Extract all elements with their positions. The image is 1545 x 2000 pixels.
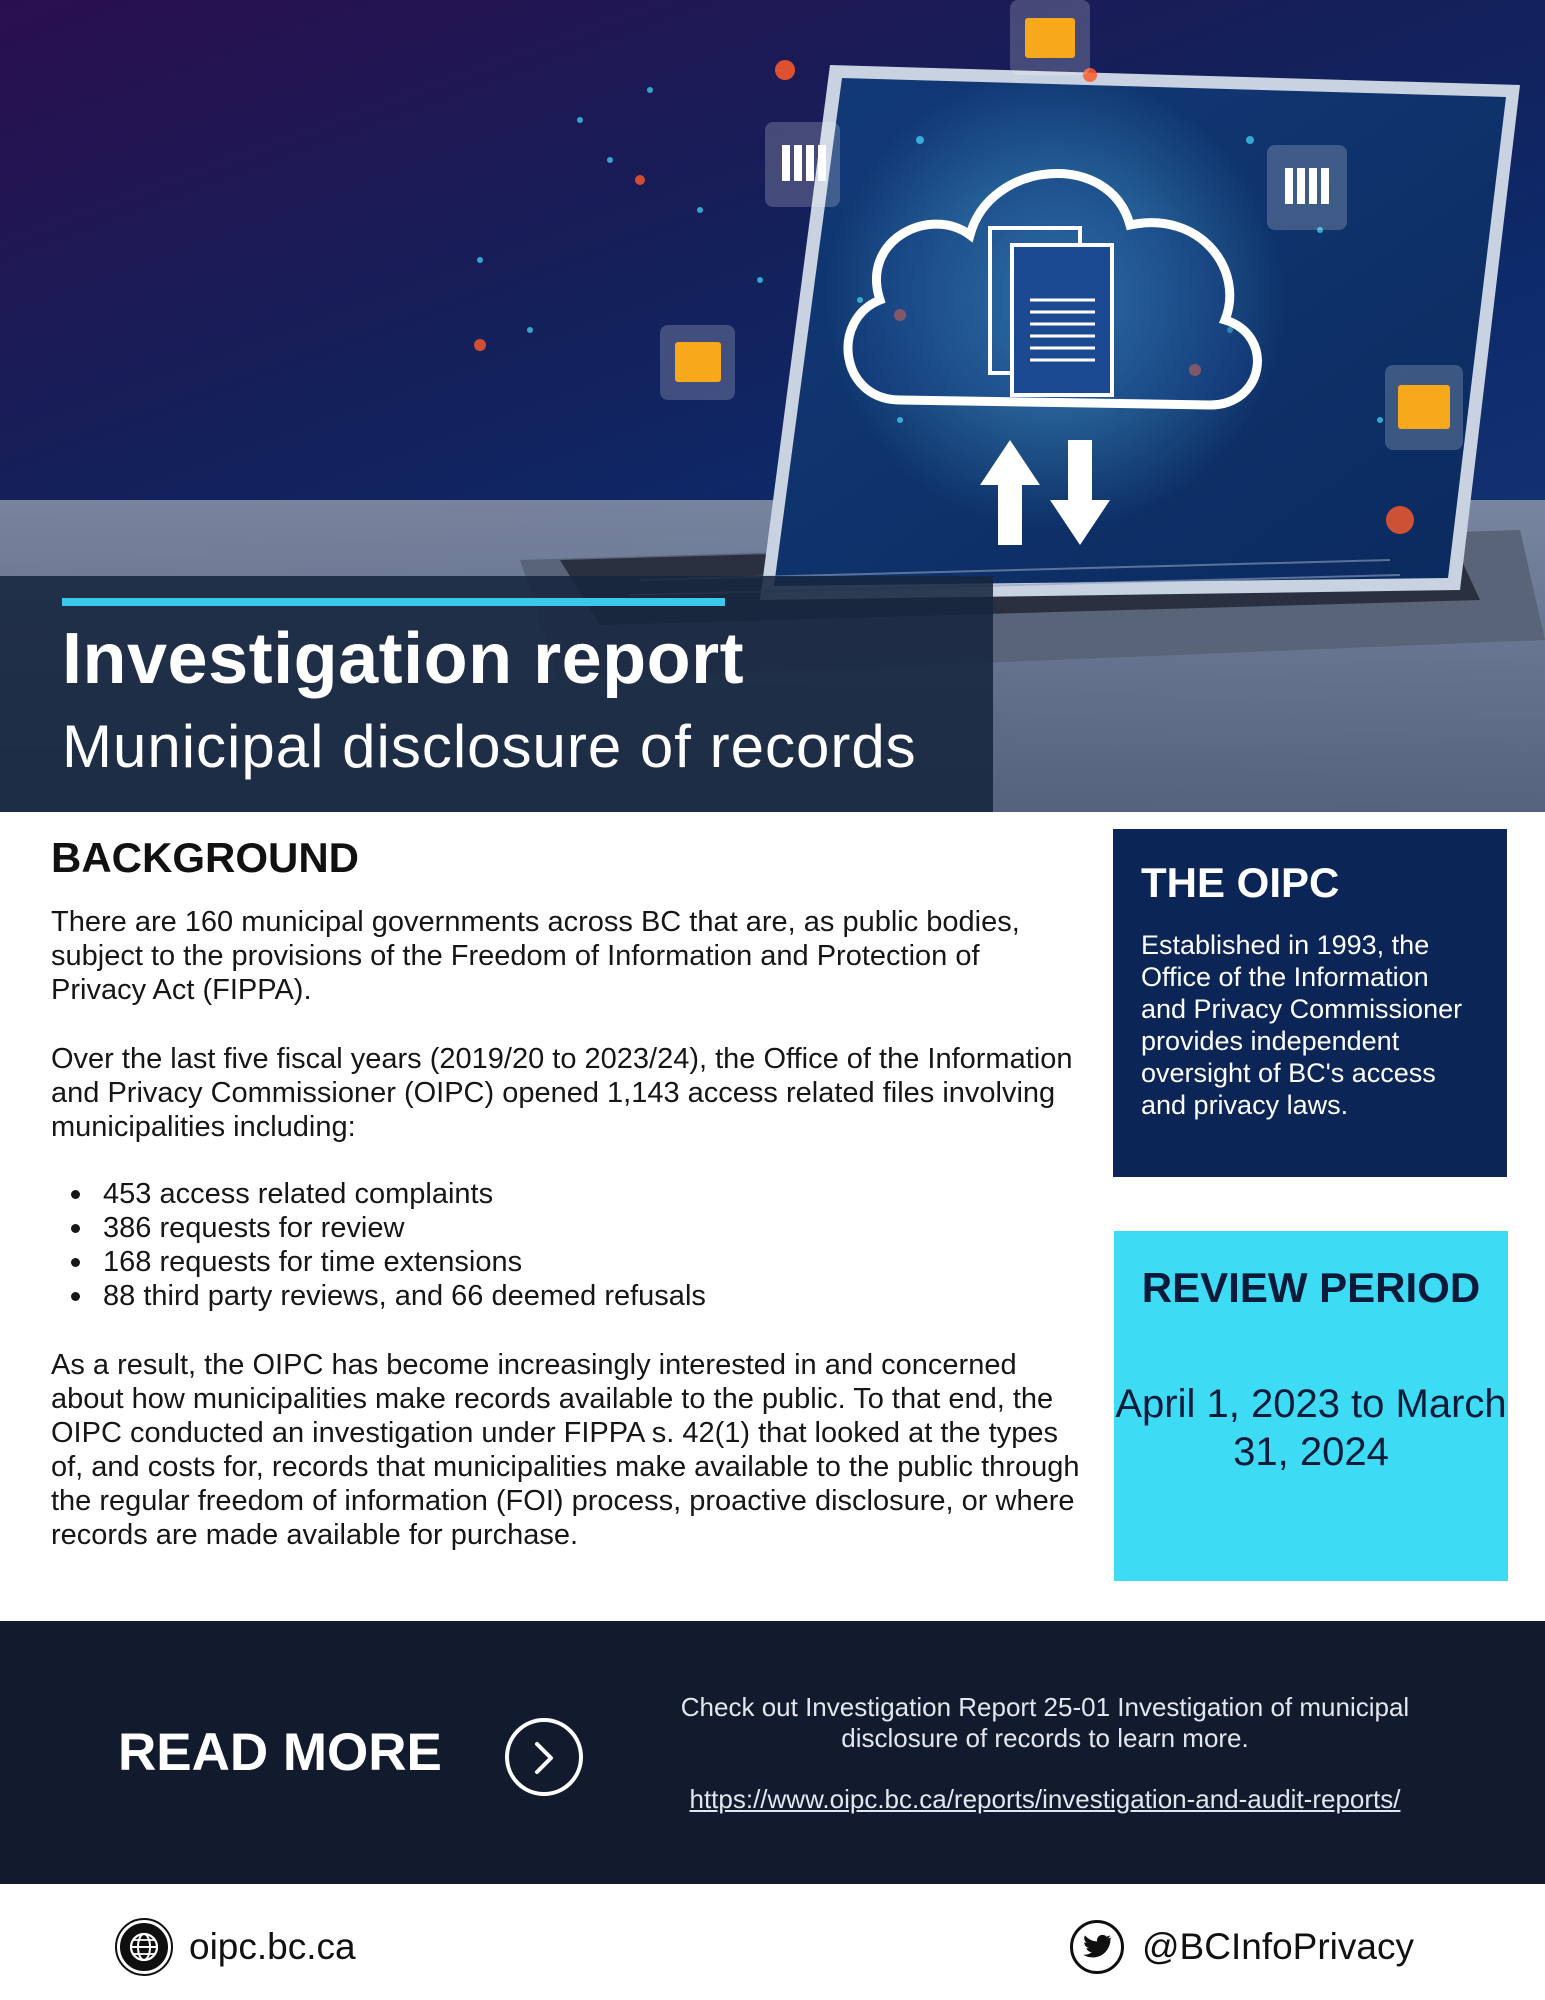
title-accent-bar [62,598,725,606]
folder-icon [660,325,735,400]
folder-icon [1010,0,1090,75]
chevron-right-icon[interactable] [505,1718,583,1796]
website-text: oipc.bc.ca [189,1926,356,1967]
list-item: 453 access related complaints [51,1177,1081,1211]
oipc-description: Established in 1993, the Office of the Information and Privacy Commissioner provides independent oversight of BC's access and privacy laws. [1141,930,1463,1120]
review-period-dates: April 1, 2023 to March 31, 2024 [1115,1382,1507,1474]
background-paragraph-2: Over the last five fiscal years (2019/20 to 2023/24), the Office of the Information and Privacy Commissioner (OIPC) opened 1,143 access related files involving municipalities including: [51,1043,1073,1143]
oipc-title: THE OIPC [1141,859,1340,906]
page-title: Investigation report [62,619,745,699]
folder-icon [1385,365,1463,450]
background-heading: BACKGROUND [51,834,359,881]
list-item: 386 requests for review [51,1211,1081,1245]
review-period-title: REVIEW PERIOD [1141,1264,1481,1311]
read-more-description: Check out Investigation Report 25-01 Investigation of municipal disclosure of records to learn more. [680,1692,1410,1753]
report-link[interactable]: https://www.oipc.bc.ca/reports/investigation-and-audit-reports/ [689,1784,1401,1814]
twitter-handle: @BCInfoPrivacy [1142,1926,1414,1967]
footer-twitter[interactable] [1070,1918,1414,1976]
hero-banner [0,0,1545,812]
oipc-info-box [1113,829,1507,1177]
list-item: 168 requests for time extensions [51,1245,1081,1279]
library-icon [1267,145,1347,230]
footer-website[interactable] [117,1918,356,1976]
globe-icon [117,1920,171,1974]
twitter-icon [1070,1920,1124,1974]
stats-list [51,1177,1081,1313]
page-subtitle: Municipal disclosure of records [62,713,917,780]
read-more-label[interactable]: READ MORE [118,1723,442,1782]
list-item: 88 third party reviews, and 66 deemed refusals [51,1279,1081,1313]
review-period-box [1114,1231,1508,1581]
library-icon [765,122,840,207]
background-paragraph-1: There are 160 municipal governments across BC that are, as public bodies, subject to the provisions of the Freedom of Information and Protection of Privacy Act (FIPPA). [51,906,1020,1006]
background-paragraph-3: As a result, the OIPC has become increasingly interested in and concerned about how municipalities make records available to the public. To that end, the OIPC conducted an investigation under FIPPA s. 42(1) that looked at the types of, and costs for, records that municipalities make available to the public through the regular freedom of information (FOI) process, proactive disclosure, or where records are made available for purchase. [51,1349,1080,1551]
